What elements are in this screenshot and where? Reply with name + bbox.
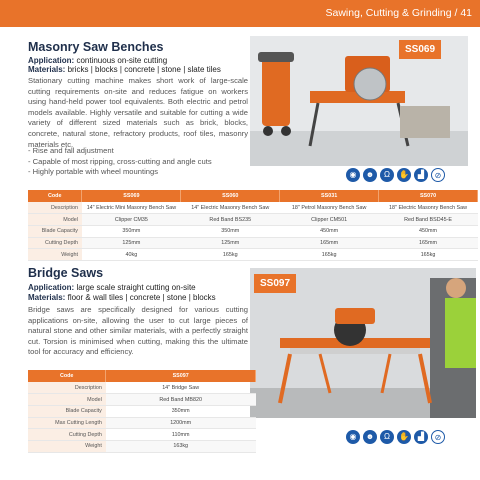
bridge-section-title: Bridge Saws xyxy=(28,266,104,280)
ear-defenders-icon: Ω xyxy=(380,430,394,444)
table-cell: 450mm xyxy=(280,225,379,237)
table-cell: 165mm xyxy=(280,237,379,249)
row-label: Description xyxy=(28,382,106,394)
row-label: Model xyxy=(28,214,82,226)
bridge-materials-label: Materials: xyxy=(28,293,66,302)
ear-defenders-icon: Ω xyxy=(380,168,394,182)
bridge-application xyxy=(28,283,196,292)
table-cell: 40kg xyxy=(82,249,181,261)
table-cell: 165mm xyxy=(379,237,478,249)
table-row xyxy=(28,394,256,406)
table-row xyxy=(28,214,478,226)
bridge-materials xyxy=(28,293,216,302)
table-header-row xyxy=(28,370,256,382)
table-cell: 14" Electric Mini Masonry Bench Saw xyxy=(82,202,181,214)
row-label: Cutting Depth xyxy=(28,237,82,249)
table-cell: Clipper CM35 xyxy=(82,214,181,226)
bridge-description: Bridge saws are specifically designed for various cutting applications on-site, allowing the user to cut large pieces of natural stone and other similar materials, with a perfectly straight cut. Torsion is minimised when cutting, making this the ultimate tool for accuracy and efficiency. xyxy=(28,305,248,357)
bridge-spec-table xyxy=(28,370,256,453)
table-cell: 350mm xyxy=(82,225,181,237)
table-cell: Red Band BS235 xyxy=(181,214,280,226)
table-cell: 163kg xyxy=(106,440,256,452)
row-label: Weight xyxy=(28,440,106,452)
bridge-safety-icons xyxy=(346,430,445,444)
table-header-cell: SS097 xyxy=(106,370,256,382)
masonry-bullets xyxy=(28,146,248,178)
row-label: Weight xyxy=(28,249,82,261)
bridge-application-label: Application: xyxy=(28,283,75,292)
no-cycling-icon: ⊘ xyxy=(431,168,445,182)
gloves-icon: ✋ xyxy=(397,168,411,182)
table-cell: 18" Petrol Masonry Bench Saw xyxy=(280,202,379,214)
table-cell: Clipper CM501 xyxy=(280,214,379,226)
table-row xyxy=(28,429,256,441)
table-header-cell: SS069 xyxy=(82,190,181,202)
masonry-materials-label: Materials: xyxy=(28,65,66,74)
table-cell: 1200mm xyxy=(106,417,256,429)
row-label: Blade Capacity xyxy=(28,225,82,237)
table-cell: 450mm xyxy=(379,225,478,237)
table-row xyxy=(28,440,256,452)
table-row xyxy=(28,405,256,417)
masonry-product-badge: SS069 xyxy=(399,40,441,59)
boots-icon: ▟ xyxy=(414,430,428,444)
table-cell: 14" Bridge Saw xyxy=(106,382,256,394)
no-cycling-icon: ⊘ xyxy=(431,430,445,444)
table-cell: Red Band BSD45-E xyxy=(379,214,478,226)
table-row xyxy=(28,249,478,261)
header-bar xyxy=(0,0,480,27)
mask-icon: ☻ xyxy=(363,168,377,182)
row-label: Blade Capacity xyxy=(28,405,106,417)
table-cell: 125mm xyxy=(181,237,280,249)
table-cell: 350mm xyxy=(106,405,256,417)
table-row xyxy=(28,202,478,214)
table-row xyxy=(28,417,256,429)
row-label: Max Cutting Length xyxy=(28,417,106,429)
boots-icon: ▟ xyxy=(414,168,428,182)
gloves-icon: ✋ xyxy=(397,430,411,444)
table-row xyxy=(28,382,256,394)
mask-icon: ☻ xyxy=(363,430,377,444)
table-row xyxy=(28,237,478,249)
row-label: Model xyxy=(28,394,106,406)
masonry-spec-table xyxy=(28,190,478,261)
table-cell: 110mm xyxy=(106,429,256,441)
table-cell: 18" Electric Masonry Bench Saw xyxy=(379,202,478,214)
masonry-safety-icons xyxy=(346,168,445,182)
table-cell: 350mm xyxy=(181,225,280,237)
goggles-icon: ◉ xyxy=(346,430,360,444)
row-label: Description xyxy=(28,202,82,214)
table-cell: 165kg xyxy=(280,249,379,261)
table-cell: 125mm xyxy=(82,237,181,249)
table-header-cell: SS060 xyxy=(181,190,280,202)
masonry-bullet: - Rise and fall adjustment xyxy=(28,146,248,157)
masonry-application-label: Application: xyxy=(28,56,75,65)
table-cell: 14" Electric Masonry Bench Saw xyxy=(181,202,280,214)
row-label: Cutting Depth xyxy=(28,429,106,441)
masonry-section-title: Masonry Saw Benches xyxy=(28,40,164,54)
bridge-application-text: large scale straight cutting on-site xyxy=(76,283,196,292)
masonry-application xyxy=(28,56,167,65)
masonry-description: Stationary cutting machine makes short work of large-scale cutting requirements on-site and reduces fatigue on workers using hand-held power tool equivalents. Both electric and petrol models available. Highly versatile and suitable for cutting a wide variety of different sized materials such as brick, blocks, concrete, natural stone, refractory products, roof tiles, masonry materials etc. xyxy=(28,76,248,149)
bridge-product-badge: SS097 xyxy=(254,274,296,293)
table-header-cell: SS031 xyxy=(280,190,379,202)
table-header-cell: Code xyxy=(28,370,106,382)
table-cell: Red Band MB820 xyxy=(106,394,256,406)
masonry-materials-text: bricks | blocks | concrete | stone | slate tiles xyxy=(67,65,221,74)
table-cell: 165kg xyxy=(379,249,478,261)
page-title: Sawing, Cutting & Grinding / 41 xyxy=(325,7,472,19)
table-header-cell: Code xyxy=(28,190,82,202)
masonry-bullet: - Capable of most ripping, cross-cutting and angle cuts xyxy=(28,157,248,168)
table-header-row xyxy=(28,190,478,202)
table-cell: 165kg xyxy=(181,249,280,261)
masonry-materials xyxy=(28,65,221,74)
table-row xyxy=(28,225,478,237)
masonry-application-text: continuous on-site cutting xyxy=(76,56,168,65)
bridge-materials-text: floor & wall tiles | concrete | stone | blocks xyxy=(67,293,216,302)
table-header-cell: SS070 xyxy=(379,190,478,202)
masonry-bullet: - Highly portable with wheel mountings xyxy=(28,167,248,178)
goggles-icon: ◉ xyxy=(346,168,360,182)
